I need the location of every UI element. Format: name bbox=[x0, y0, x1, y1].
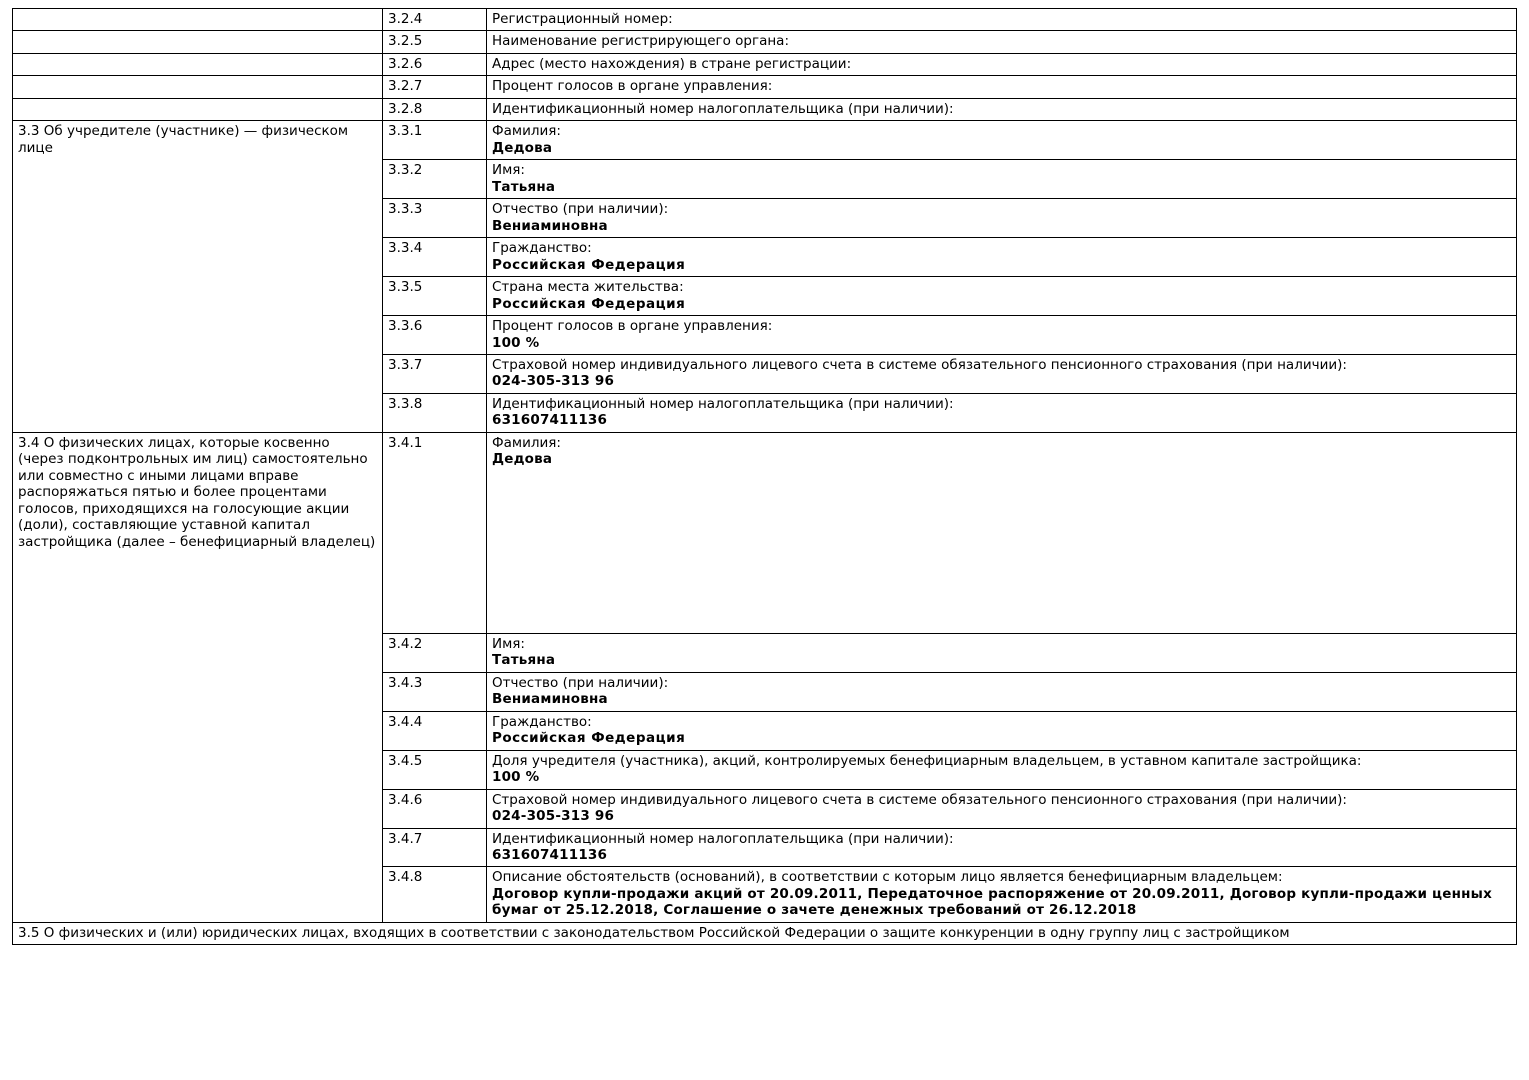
field-label: Адрес (место нахождения) в стране регистрации: bbox=[492, 55, 852, 72]
row-number: 3.4.5 bbox=[383, 750, 487, 789]
table-row bbox=[13, 432, 1517, 633]
field-value: Российская Федерация bbox=[492, 295, 686, 312]
table-row bbox=[13, 53, 1517, 75]
field-label: Идентификационный номер налогоплательщика (при наличии): bbox=[492, 395, 954, 412]
field-label: Отчество (при наличии): bbox=[492, 201, 669, 218]
declaration-table bbox=[12, 8, 1517, 945]
field-value: Российская Федерация bbox=[492, 730, 686, 747]
row-number: 3.4.1 bbox=[383, 432, 487, 633]
section-label-cell bbox=[13, 31, 383, 53]
row-content bbox=[487, 121, 1517, 160]
field-label: Процент голосов в органе управления: bbox=[492, 318, 773, 335]
row-content bbox=[487, 9, 1517, 31]
field-label: Идентификационный номер налогоплательщика (при наличии): bbox=[492, 830, 954, 847]
row-number: 3.4.7 bbox=[383, 828, 487, 867]
field-label: Фамилия: bbox=[492, 434, 561, 451]
row-content bbox=[487, 432, 1517, 633]
section-label-cell bbox=[13, 53, 383, 75]
field-value: Вениаминовна bbox=[492, 217, 608, 234]
field-label: Страна места жительства: bbox=[492, 279, 684, 296]
row-number: 3.3.5 bbox=[383, 277, 487, 316]
field-value: 100 % bbox=[492, 334, 540, 351]
table-row bbox=[13, 31, 1517, 53]
row-content bbox=[487, 828, 1517, 867]
table-row bbox=[13, 9, 1517, 31]
field-label: Процент голосов в органе управления: bbox=[492, 78, 773, 95]
field-label: Описание обстоятельств (оснований), в соответствии с которым лицо является бенефициарным владельцем: bbox=[492, 869, 1283, 886]
table-row-footer bbox=[13, 922, 1517, 944]
field-value: 631607411136 bbox=[492, 412, 608, 429]
row-content bbox=[487, 750, 1517, 789]
row-number: 3.3.1 bbox=[383, 121, 487, 160]
field-label: Фамилия: bbox=[492, 123, 561, 140]
field-value: Вениаминовна bbox=[492, 691, 608, 708]
field-label: Идентификационный номер налогоплательщика (при наличии): bbox=[492, 100, 954, 117]
section-label: 3.3 Об учредителе (участнике) — физическом лице bbox=[18, 123, 349, 156]
row-number: 3.2.8 bbox=[383, 98, 487, 120]
field-label: Наименование регистрирующего органа: bbox=[492, 33, 789, 50]
row-number: 3.2.6 bbox=[383, 53, 487, 75]
row-content bbox=[487, 98, 1517, 120]
field-label: Доля учредителя (участника), акций, контролируемых бенефициарным владельцем, в уставном капитале застройщика: bbox=[492, 752, 1362, 769]
row-number: 3.4.6 bbox=[383, 789, 487, 828]
row-number: 3.3.2 bbox=[383, 160, 487, 199]
table-row bbox=[13, 121, 1517, 160]
field-value: 100 % bbox=[492, 769, 540, 786]
row-number: 3.3.3 bbox=[383, 199, 487, 238]
field-value: 024-305-313 96 bbox=[492, 373, 615, 390]
field-value: 024-305-313 96 bbox=[492, 808, 615, 825]
row-content bbox=[487, 354, 1517, 393]
field-value: 631607411136 bbox=[492, 847, 608, 863]
table-body bbox=[13, 9, 1517, 945]
section-label-cell bbox=[13, 98, 383, 120]
row-number: 3.3.7 bbox=[383, 354, 487, 393]
table-row bbox=[13, 98, 1517, 120]
section-label-cell-3-4 bbox=[13, 432, 383, 922]
field-label: Регистрационный номер: bbox=[492, 11, 673, 27]
field-value: Дедова bbox=[492, 139, 553, 156]
field-value: Татьяна bbox=[492, 652, 556, 669]
table-row bbox=[13, 76, 1517, 98]
field-label: Страховой номер индивидуального лицевого счета в системе обязательного пенсионного страхования (при наличии): bbox=[492, 791, 1347, 808]
section-label-cell bbox=[13, 9, 383, 31]
row-number: 3.3.4 bbox=[383, 238, 487, 277]
field-value: Российская Федерация bbox=[492, 256, 686, 273]
row-content bbox=[487, 199, 1517, 238]
field-label: Гражданство: bbox=[492, 240, 592, 257]
row-content bbox=[487, 393, 1517, 432]
row-content bbox=[487, 789, 1517, 828]
row-content bbox=[487, 672, 1517, 711]
row-content bbox=[487, 316, 1517, 355]
row-number: 3.3.6 bbox=[383, 316, 487, 355]
row-content bbox=[487, 160, 1517, 199]
section-label: 3.4 О физических лицах, которые косвенно (через подконтрольных им лиц) самостоятельно или совместно с иными лицами вправе распоряжаться пятью и более процентами голосов, приходящихся на голосующие акции (доли), составляющие уставной капитал застройщика (далее – бенефициарный владелец) bbox=[18, 434, 376, 550]
section-label-3-5: 3.5 О физических и (или) юридических лицах, входящих в соответствии с законодательством Российской Федерации о защите конкуренции в одну группу лиц с застройщиком bbox=[13, 922, 1517, 944]
row-content bbox=[487, 31, 1517, 53]
row-content bbox=[487, 53, 1517, 75]
row-number: 3.2.4 bbox=[383, 9, 487, 31]
row-number: 3.4.4 bbox=[383, 711, 487, 750]
section-label-cell bbox=[13, 76, 383, 98]
row-content bbox=[487, 867, 1517, 922]
field-label: Страховой номер индивидуального лицевого счета в системе обязательного пенсионного страхования (при наличии): bbox=[492, 356, 1347, 373]
row-number: 3.2.5 bbox=[383, 31, 487, 53]
field-label: Имя: bbox=[492, 635, 525, 652]
row-number: 3.4.8 bbox=[383, 867, 487, 922]
row-number: 3.3.8 bbox=[383, 393, 487, 432]
row-number: 3.4.2 bbox=[383, 633, 487, 672]
field-value: Татьяна bbox=[492, 178, 556, 195]
row-content bbox=[487, 711, 1517, 750]
row-number: 3.2.7 bbox=[383, 76, 487, 98]
row-number: 3.4.3 bbox=[383, 672, 487, 711]
row-content bbox=[487, 76, 1517, 98]
field-label: Имя: bbox=[492, 162, 525, 179]
row-content bbox=[487, 633, 1517, 672]
row-content bbox=[487, 277, 1517, 316]
row-content bbox=[487, 238, 1517, 277]
field-value: Договор купли-продажи акций от 20.09.2011, Передаточное распоряжение от 20.09.2011, Договор купли-продажи ценных бумаг от 25.12.2018, Соглашение о зачете денежных требований от 26.12.2018 bbox=[492, 885, 1492, 919]
field-value: Дедова bbox=[492, 451, 553, 468]
section-label-cell-3-3 bbox=[13, 121, 383, 433]
field-label: Гражданство: bbox=[492, 713, 592, 730]
field-label: Отчество (при наличии): bbox=[492, 674, 669, 691]
